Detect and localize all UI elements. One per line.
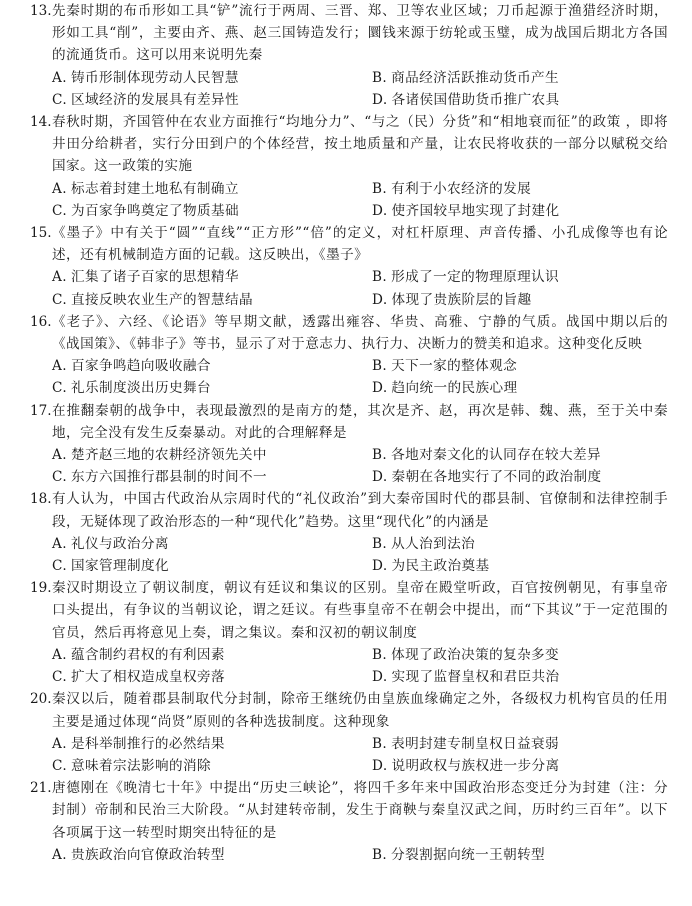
option-row (30, 644, 668, 666)
option-row (30, 67, 668, 89)
option-b: B. 分裂割据向统一王朝转型 (372, 846, 546, 863)
question-stem (30, 311, 668, 355)
option-b: B. 形成了一定的物理原理认识 (372, 269, 560, 286)
question-number: 21. (30, 780, 52, 797)
option-a: A. 贵族政治向官僚政治转型 (52, 846, 225, 863)
option-a: A. 百家争鸣趋向吸收融合 (52, 358, 211, 375)
question-text: 《墨子》中有关于“圆”“直线”“正方形”“倍”的定义，对杠杆原理、声音传播、小孔成像等也有论述，还有机械制造方面的记载。这反映出，《墨子》 (52, 225, 668, 264)
question-number: 16. (30, 313, 52, 330)
option-a: A. 汇集了诸子百家的思想精华 (52, 269, 239, 286)
option-d: D. 各诸侯国借助货币推广农具 (372, 91, 560, 108)
question-13 (30, 0, 668, 111)
option-b: B. 表明封建专制皇权日益衰弱 (372, 735, 560, 752)
question-stem (30, 688, 668, 732)
option-row (30, 733, 668, 755)
question-text: 秦汉时期设立了朝议制度，朝议有廷议和集议的区别。皇帝在殿堂听政，百官按例朝见，有事皇帝口头提出，有争议的当朝议论，谓之廷议。有些事皇帝不在朝会中提出，而“下其议”于一定范围的官员，然后再将意见上奏，谓之集议。秦和汉初的朝议制度 (52, 580, 668, 641)
question-number: 15. (30, 225, 52, 242)
question-text: 有人认为，中国古代政治从宗周时代的“礼仪政治”到大秦帝国时代的郡县制、官僚制和法律控制手段，无疑体现了政治形态的一种“现代化”趋势。这里“现代化”的内涵是 (52, 491, 668, 530)
question-19 (30, 577, 668, 688)
question-text: 《老子》、六经、《论语》等早期文献，透露出雍容、华贵、高雅、宁静的气质。战国中期以后的《战国策》、《韩非子》等书，显示了对于意志力、执行力、决断力的赞美和追求。这种变化反映 (52, 313, 668, 353)
question-stem (30, 777, 668, 844)
option-c: C. 直接反映农业生产的智慧结晶 (52, 291, 253, 308)
option-row (30, 755, 668, 777)
option-a: A. 蕴含制约君权的有利因素 (52, 646, 225, 663)
option-b: B. 天下一家的整体观念 (372, 358, 518, 375)
option-d: D. 秦朝在各地实行了不同的政治制度 (372, 469, 602, 486)
option-c: C. 为百家争鸣奠定了物质基础 (52, 202, 239, 219)
option-row (30, 200, 668, 222)
option-d: D. 趋向统一的民族心理 (372, 380, 518, 397)
question-number: 17. (30, 402, 52, 419)
option-row (30, 844, 668, 866)
option-row (30, 555, 668, 577)
option-a: A. 标志着封建土地私有制确立 (52, 180, 239, 197)
option-d: D. 使齐国较早地实现了封建化 (372, 202, 560, 219)
question-number: 19. (30, 580, 52, 597)
option-b: B. 商品经济活跃推动货币产生 (372, 69, 560, 86)
question-16 (30, 311, 668, 400)
option-a: A. 是科举制推行的必然结果 (52, 735, 225, 752)
option-d: D. 体现了贵族阶层的旨趣 (372, 291, 532, 308)
question-15 (30, 222, 668, 311)
question-stem (30, 488, 668, 532)
question-18 (30, 488, 668, 577)
option-c: C. 礼乐制度淡出历史舞台 (52, 380, 211, 397)
question-text: 春秋时期，齐国管仲在农业方面推行“均地分力”、“与之（民）分货”和“相地衰而征”的政策 ，即将井田分给耕者，实行分田到户的个体经营，按土地质量和产量，让农民将收获的一部分以赋税交给国家。这一政策的实施 (52, 114, 668, 175)
option-a: A. 礼仪与政治分离 (52, 535, 169, 552)
option-d: D. 实现了监督皇权和君臣共治 (372, 669, 560, 686)
option-a: A. 楚齐赵三地的农耕经济领先关中 (52, 447, 267, 464)
option-a: A. 铸币形制体现劳动人民智慧 (52, 69, 239, 86)
question-20 (30, 688, 668, 777)
option-c: C. 国家管理制度化 (52, 558, 170, 575)
question-text: 先秦时期的布币形如工具“铲”流行于两周、三晋、郑、卫等农业区域；刀币起源于渔猎经济时期，形如工具“削”，主要由齐、燕、赵三国铸造发行；圜钱来源于纺轮或玉璧，成为战国后期北方各国的流通货币。这可以用来说明先秦 (52, 3, 668, 64)
option-b: B. 有利于小农经济的发展 (372, 180, 532, 197)
option-b: B. 从人治到法治 (372, 535, 476, 552)
question-number: 20. (30, 691, 52, 708)
question-21 (30, 777, 668, 866)
option-d: D. 为民主政治奠基 (372, 558, 490, 575)
option-b: B. 体现了政治决策的复杂多变 (372, 646, 560, 663)
question-text: 唐德刚在《晚清七十年》中提出“历史三峡论”，将四千多年来中国政治形态变迁分为封建（注：分封制）帝制和民治三大阶段。“从封建转帝制，发生于商鞅与秦皇汉武之间，历时约三百年”。以下各项属于这一转型时期突出特征的是 (52, 780, 668, 841)
question-stem (30, 0, 668, 67)
option-c: C. 意味着宗法影响的消除 (52, 757, 211, 774)
question-stem (30, 111, 668, 178)
question-stem (30, 222, 668, 266)
question-stem (30, 400, 668, 444)
question-17 (30, 400, 668, 489)
option-c: C. 东方六国推行郡县制的时间不一 (52, 469, 267, 486)
option-row (30, 289, 668, 311)
option-row (30, 666, 668, 688)
question-text: 在推翻秦朝的战争中，表现最激烈的是南方的楚，其次是齐、赵，再次是韩、魏、燕，至于关中秦地，完全没有发生反秦暴动。对此的合理解释是 (52, 402, 668, 441)
option-c: C. 扩大了相权造成皇权旁落 (52, 669, 225, 686)
question-number: 18. (30, 491, 52, 508)
question-number: 14. (30, 114, 52, 131)
option-b: B. 各地对秦文化的认同存在较大差异 (372, 447, 602, 464)
question-number: 13. (30, 3, 52, 19)
question-14 (30, 111, 668, 222)
option-row (30, 444, 668, 466)
option-row (30, 178, 668, 200)
option-row (30, 377, 668, 399)
option-d: D. 说明政权与族权进一步分离 (372, 757, 560, 774)
option-row (30, 355, 668, 377)
question-text: 秦汉以后，随着郡县制取代分封制，除帝王继统仍由皇族血缘确定之外，各级权力机构官员的任用主要是通过体现“尚贤”原则的各种选拔制度。这种现象 (52, 691, 668, 730)
option-row (30, 466, 668, 488)
option-c: C. 区域经济的发展具有差异性 (52, 91, 239, 108)
question-stem (30, 577, 668, 644)
option-row (30, 89, 668, 111)
option-row (30, 266, 668, 288)
option-row (30, 533, 668, 555)
